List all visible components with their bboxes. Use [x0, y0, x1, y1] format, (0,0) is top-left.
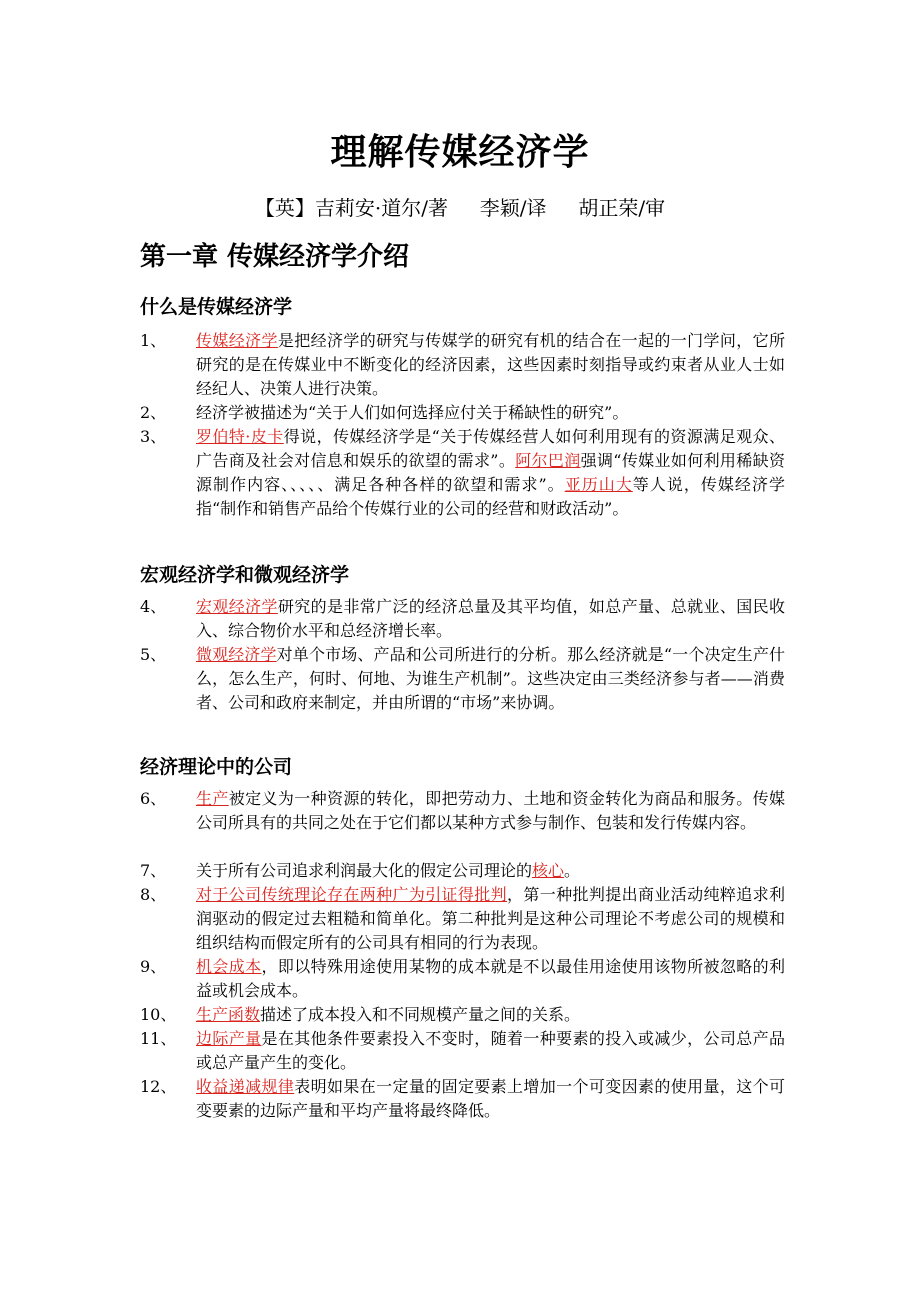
item-number: 9、 [140, 957, 167, 976]
body-text: 强调“传媒业如何利用稀缺资源制作内容、、、、、满足各种各样的欲望和需求”。 [196, 451, 785, 494]
item-text [196, 1003, 785, 1027]
term-link[interactable]: 核心 [532, 861, 565, 880]
body-text: 被定义为一种资源的转化，即把劳动力、土地和资金转化为商品和服务。传媒公司所具有的共同之处在于它们都以某种方式参与制作、包装和发行传媒内容。 [196, 789, 785, 832]
item-number: 12、 [140, 1077, 177, 1096]
list-item [140, 859, 785, 883]
item-text [196, 595, 785, 643]
section-heading: 经济理论中的公司 [140, 756, 293, 778]
section-heading: 宏观经济学和微观经济学 [140, 564, 350, 586]
term-link[interactable]: 传媒经济学 [196, 331, 278, 350]
body-text: 。 [564, 861, 581, 880]
item-number: 10、 [140, 1005, 177, 1024]
item-text [196, 1075, 785, 1123]
item-number: 4、 [140, 597, 167, 616]
term-link[interactable]: 宏观经济学 [196, 597, 278, 616]
item-number: 5、 [140, 645, 167, 664]
list-item [140, 643, 785, 715]
item-number: 6、 [140, 789, 167, 808]
author-byline: 【英】吉莉安·道尔/著 李颖/译 胡正荣/审 [254, 196, 666, 220]
item-text [196, 787, 785, 835]
item-text [196, 425, 785, 521]
body-text: 关于所有公司追求利润最大化的假定公司理论的 [196, 861, 533, 880]
term-link[interactable]: 阿尔巴润 [515, 451, 581, 470]
body-text: 描述了成本投入和不同规模产量之间的关系。 [260, 1005, 581, 1024]
body-text: ，即以特殊用途使用某物的成本就是不以最佳用途使用该物所被忽略的利益或机会成本。 [196, 957, 785, 1000]
item-text [196, 401, 785, 425]
item-text [196, 1027, 785, 1075]
body-text: 经济学被描述为“关于人们如何选择应付关于稀缺性的研究”。 [196, 403, 629, 422]
list-item [140, 1003, 785, 1027]
item-text [196, 883, 785, 955]
section-heading: 什么是传媒经济学 [140, 296, 293, 318]
list-item [140, 1027, 785, 1075]
list-item [140, 595, 785, 643]
term-link[interactable]: 罗伯特·皮卡 [196, 427, 284, 446]
term-link[interactable]: 亚历山大 [564, 475, 633, 494]
list-item [140, 425, 785, 521]
item-text [196, 859, 785, 883]
list-item [140, 401, 785, 425]
item-number: 3、 [140, 427, 167, 446]
list-item [140, 955, 785, 1003]
chapter-heading: 第一章 传媒经济学介绍 [140, 242, 410, 272]
list-item [140, 1075, 785, 1123]
term-link[interactable]: 机会成本 [196, 957, 262, 976]
item-text [196, 329, 785, 401]
body-text: 等人说，传媒经济学指“制作和销售产品给个传媒行业的公司的经营和财政活动”。 [196, 475, 785, 518]
item-number: 1、 [140, 331, 167, 350]
body-text: 研究的是非常广泛的经济总量及其平均值，如总产量、总就业、国民收入、综合物价水平和总经济增长率。 [196, 597, 785, 640]
item-number: 8、 [140, 885, 167, 904]
term-link[interactable]: 对于公司传统理论存在两种广为引证得批判 [196, 885, 508, 904]
item-number: 2、 [140, 403, 167, 422]
list-item [140, 787, 785, 835]
body-text: 是在其他条件要素投入不变时，随着一种要素的投入或减少，公司总产品或总产量产生的变化。 [196, 1029, 785, 1072]
item-number: 11、 [140, 1029, 177, 1048]
body-text: 对单个市场、产品和公司所进行的分析。那么经济就是“一个决定生产什么，怎么生产，何时、何地、为谁生产机制”。这些决定由三类经济参与者——消费者、公司和政府来制定，并由所谓的“市场”来协调。 [196, 645, 785, 712]
item-number: 7、 [140, 861, 167, 880]
body-text: ，第一种批判提出商业活动纯粹追求利润驱动的假定过去粗糙和简单化。第二种批判是这种公司理论不考虑公司的规模和组织结构而假定所有的公司具有相同的行为表现。 [196, 885, 785, 952]
term-link[interactable]: 边际产量 [196, 1029, 262, 1048]
term-link[interactable]: 生产函数 [196, 1005, 261, 1024]
body-text: 是把经济学的研究与传媒学的研究有机的结合在一起的一门学问，它所研究的是在传媒业中不断变化的经济因素，这些因素时刻指导或约束者从业人士如经纪人、决策人进行决策。 [196, 331, 785, 398]
body-text: 表明如果在一定量的固定要素上增加一个可变因素的使用量，这个可变要素的边际产量和平均产量将最终降低。 [196, 1077, 785, 1120]
term-link[interactable]: 微观经济学 [196, 645, 277, 664]
item-text [196, 643, 785, 715]
term-link[interactable]: 生产 [196, 789, 229, 808]
list-item [140, 329, 785, 401]
term-link[interactable]: 收益递减规律 [196, 1077, 295, 1096]
document-title: 理解传媒经济学 [330, 132, 590, 173]
list-item [140, 883, 785, 955]
body-text: 得说，传媒经济学是“关于传媒经营人如何利用现有的资源满足观众、广告商及社会对信息和娱乐的欲望的需求”。 [196, 427, 785, 470]
item-text [196, 955, 785, 1003]
